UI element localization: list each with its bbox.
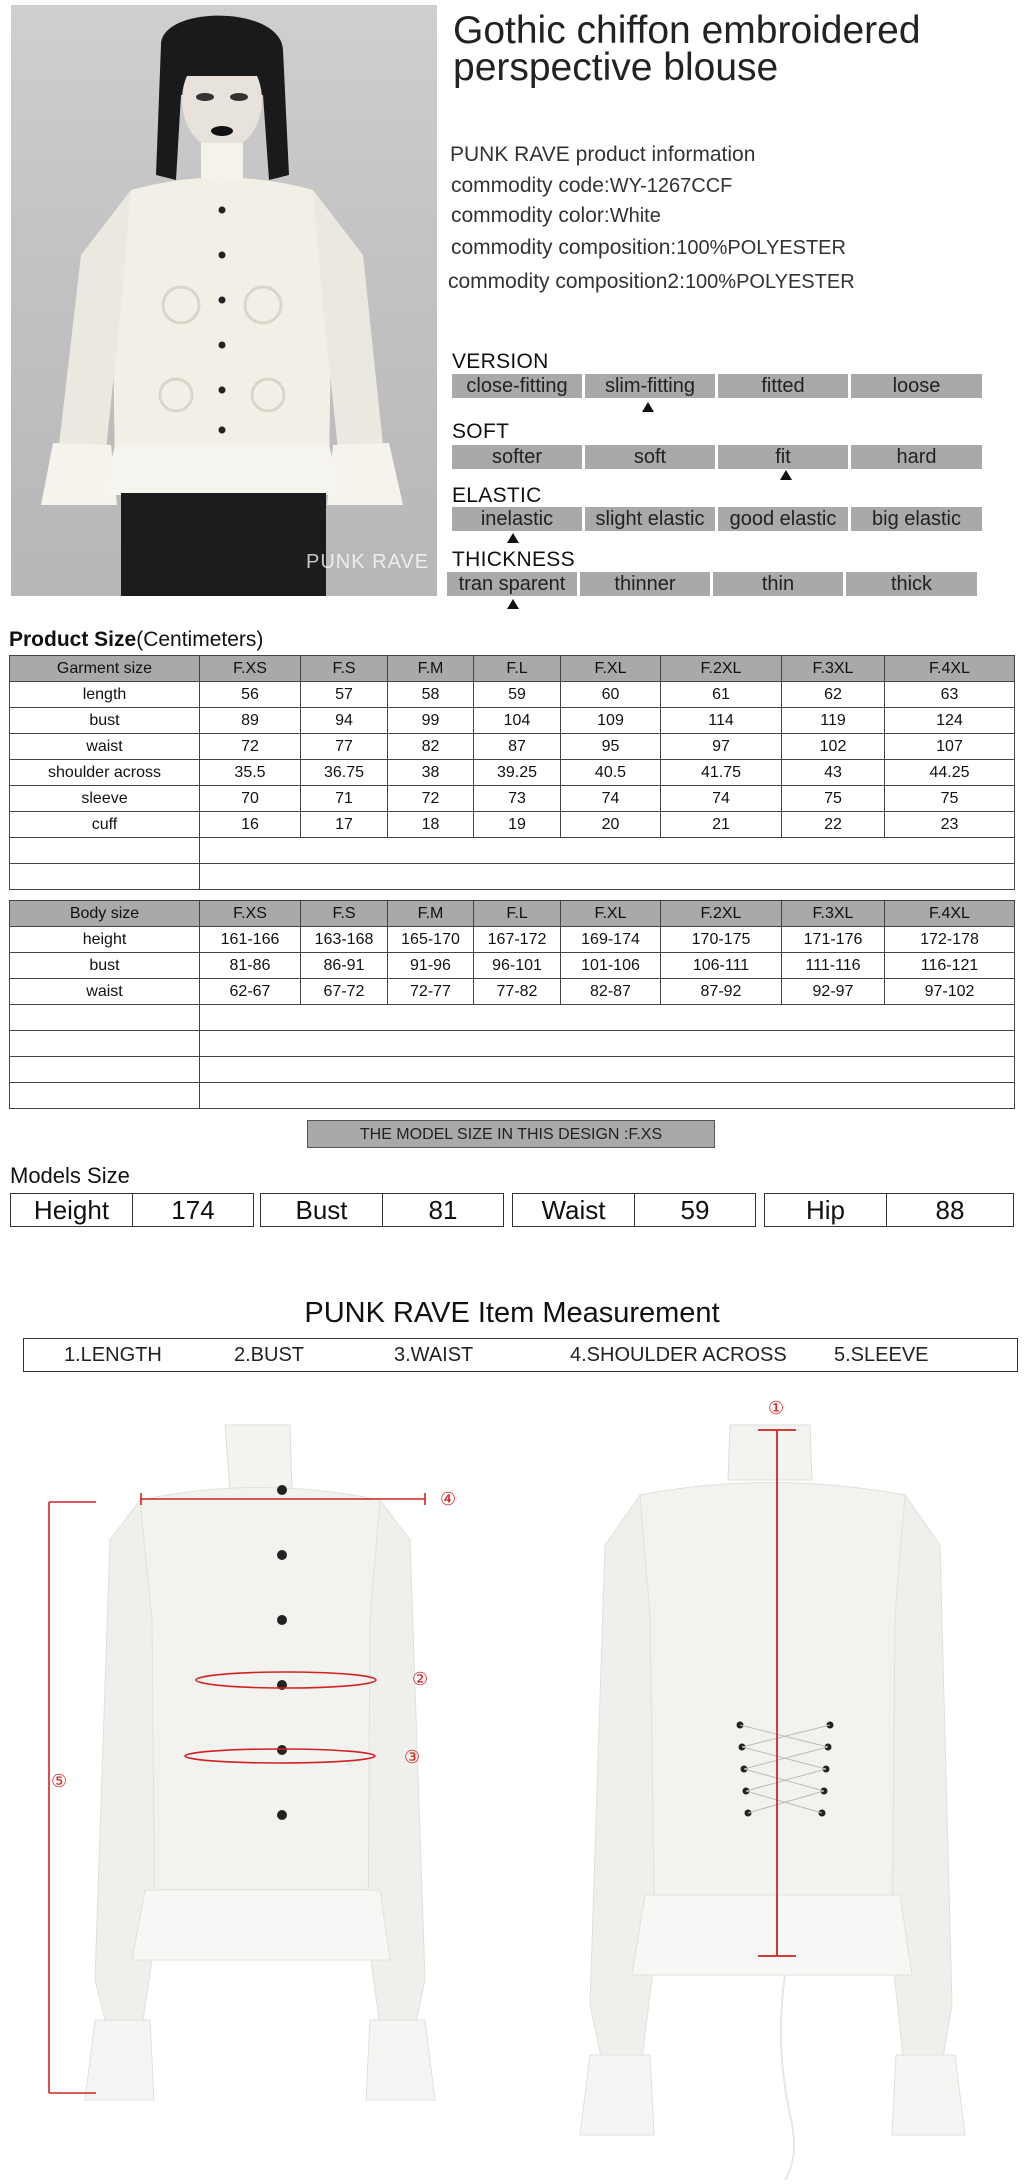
model-size-banner: THE MODEL SIZE IN THIS DESIGN :F.XS <box>307 1120 715 1148</box>
model-height-box <box>10 1193 254 1227</box>
table-cell: 44.25 <box>885 760 1015 786</box>
measurement-item: 3.WAIST <box>394 1344 474 1366</box>
table-cell: 86-91 <box>301 953 388 979</box>
body-size-table <box>9 900 1015 1109</box>
soft-label: SOFT <box>452 420 510 443</box>
version-label: VERSION <box>452 350 549 373</box>
table-cell: 97-102 <box>885 979 1015 1005</box>
table-row-empty <box>10 838 1015 864</box>
table-cell: 36.75 <box>301 760 388 786</box>
info-code <box>451 174 732 198</box>
table-cell: 82-87 <box>561 979 661 1005</box>
table-cell: 72 <box>200 734 301 760</box>
marker-bust: ② <box>412 1669 429 1690</box>
table-cell: 56 <box>200 682 301 708</box>
table-cell: 70 <box>200 786 301 812</box>
version-option: slim-fitting <box>585 374 715 398</box>
info-color <box>451 204 661 228</box>
composition2-value: 100%POLYESTER <box>684 271 855 293</box>
table-row <box>10 708 1015 734</box>
table-cell: 74 <box>561 786 661 812</box>
table-cell: 87-92 <box>661 979 782 1005</box>
measurement-item: 1.LENGTH <box>64 1344 162 1366</box>
measurement-legend <box>23 1338 1018 1372</box>
table-cell: 99 <box>388 708 474 734</box>
table-cell: 74 <box>661 786 782 812</box>
table-cell: 97 <box>661 734 782 760</box>
table-cell: sleeve <box>10 786 200 812</box>
table-row-empty <box>10 1057 1015 1083</box>
table-cell: 38 <box>388 760 474 786</box>
models-size-title: Models Size <box>10 1163 130 1188</box>
table-header-row <box>10 901 1015 927</box>
color-value: White <box>609 205 661 227</box>
table-cell: 114 <box>661 708 782 734</box>
table-cell: 57 <box>301 682 388 708</box>
soft-option: fit <box>718 445 848 469</box>
version-indicator-icon <box>642 402 654 412</box>
model-waist-box <box>512 1193 756 1227</box>
table-header-cell: F.S <box>301 901 388 927</box>
table-cell: 35.5 <box>200 760 301 786</box>
info-composition2 <box>448 270 855 294</box>
soft-indicator-icon <box>780 470 792 480</box>
thickness-scale <box>447 572 979 596</box>
model-waist-label: Waist <box>541 1195 606 1225</box>
table-cell: 91-96 <box>388 953 474 979</box>
model-height-label: Height <box>33 1195 110 1225</box>
table-cell: 75 <box>885 786 1015 812</box>
table-cell: 16 <box>200 812 301 838</box>
table-cell: 102 <box>782 734 885 760</box>
table-cell: 170-175 <box>661 927 782 953</box>
table-cell: 109 <box>561 708 661 734</box>
table-header-cell: F.3XL <box>782 656 885 682</box>
table-cell: 19 <box>474 812 561 838</box>
garment-back-diagram <box>560 1395 1000 2180</box>
model-hip-value: 88 <box>935 1195 965 1225</box>
table-row <box>10 760 1015 786</box>
table-cell: 116-121 <box>885 953 1015 979</box>
table-cell: 104 <box>474 708 561 734</box>
thickness-option: tran sparent <box>447 572 577 596</box>
table-cell: 60 <box>561 682 661 708</box>
table-cell: 22 <box>782 812 885 838</box>
model-bust-box <box>260 1193 504 1227</box>
table-header-cell: F.XL <box>561 656 661 682</box>
version-option: close-fitting <box>452 374 582 398</box>
table-cell: 62 <box>782 682 885 708</box>
table-row-empty <box>10 1031 1015 1057</box>
table-row <box>10 979 1015 1005</box>
table-row <box>10 812 1015 838</box>
soft-scale <box>452 445 984 469</box>
table-cell: bust <box>10 953 200 979</box>
table-cell: 77 <box>301 734 388 760</box>
table-cell: 63 <box>885 682 1015 708</box>
table-cell: 59 <box>474 682 561 708</box>
table-cell: 58 <box>388 682 474 708</box>
table-cell: 23 <box>885 812 1015 838</box>
model-bust-label: Bust <box>295 1195 348 1225</box>
table-row <box>10 927 1015 953</box>
table-row-empty <box>10 864 1015 890</box>
thickness-option: thick <box>846 572 977 596</box>
table-cell: 61 <box>661 682 782 708</box>
table-cell: 81-86 <box>200 953 301 979</box>
table-cell: 40.5 <box>561 760 661 786</box>
table-row-empty <box>10 1083 1015 1109</box>
table-cell: 75 <box>782 786 885 812</box>
table-row <box>10 734 1015 760</box>
table-cell: 165-170 <box>388 927 474 953</box>
table-cell: length <box>10 682 200 708</box>
table-header-cell: F.4XL <box>885 901 1015 927</box>
elastic-indicator-icon <box>507 533 519 543</box>
version-option: loose <box>851 374 982 398</box>
table-cell: 72 <box>388 786 474 812</box>
table-header-cell: F.S <box>301 656 388 682</box>
table-header-cell: F.XL <box>561 901 661 927</box>
table-cell: 101-106 <box>561 953 661 979</box>
table-row <box>10 682 1015 708</box>
table-cell: 43 <box>782 760 885 786</box>
soft-option: hard <box>851 445 982 469</box>
table-cell: 89 <box>200 708 301 734</box>
table-header-cell: F.3XL <box>782 901 885 927</box>
soft-option: soft <box>585 445 715 469</box>
table-cell: 107 <box>885 734 1015 760</box>
code-label: commodity code: <box>451 174 610 197</box>
table-header-cell: F.L <box>474 901 561 927</box>
garment-front-diagram <box>40 1420 480 2160</box>
table-cell: 163-168 <box>301 927 388 953</box>
table-header-cell: F.L <box>474 656 561 682</box>
measurement-item: 5.SLEEVE <box>834 1344 929 1366</box>
table-cell: waist <box>10 979 200 1005</box>
table-cell: 21 <box>661 812 782 838</box>
version-scale <box>452 374 984 398</box>
elastic-option: inelastic <box>452 507 582 531</box>
table-cell: 167-172 <box>474 927 561 953</box>
table-cell: 124 <box>885 708 1015 734</box>
table-cell: 77-82 <box>474 979 561 1005</box>
model-waist-value: 59 <box>680 1195 710 1225</box>
table-cell: 67-72 <box>301 979 388 1005</box>
measurement-item: 2.BUST <box>234 1344 305 1366</box>
table-cell: bust <box>10 708 200 734</box>
table-cell: 95 <box>561 734 661 760</box>
measurement-title: PUNK RAVE Item Measurement <box>304 1297 720 1329</box>
product-size-title <box>9 628 263 652</box>
code-value: WY-1267CCF <box>609 175 733 197</box>
product-title: Gothic chiffon embroidered perspective blouse <box>453 9 921 89</box>
info-composition <box>451 236 846 260</box>
table-header-row <box>10 656 1015 682</box>
table-header-cell: F.XS <box>200 656 301 682</box>
elastic-option: slight elastic <box>585 507 715 531</box>
table-cell: 119 <box>782 708 885 734</box>
model-height-value: 174 <box>171 1195 215 1225</box>
table-cell: 73 <box>474 786 561 812</box>
table-cell: shoulder across <box>10 760 200 786</box>
table-header-cell: F.2XL <box>661 901 782 927</box>
soft-option: softer <box>452 445 582 469</box>
color-label: commodity color: <box>451 204 610 227</box>
table-header-cell: F.4XL <box>885 656 1015 682</box>
product-size-unit: (Centimeters) <box>136 628 264 651</box>
table-cell: 82 <box>388 734 474 760</box>
elastic-label: ELASTIC <box>452 484 542 507</box>
composition2-label: commodity composition2: <box>448 270 685 293</box>
table-cell: 18 <box>388 812 474 838</box>
watermark: PUNK RAVE <box>306 551 430 573</box>
elastic-scale <box>452 507 984 531</box>
marker-shoulder: ④ <box>440 1489 457 1510</box>
info-heading: PUNK RAVE product information <box>450 143 756 166</box>
marker-length: ① <box>768 1398 785 1419</box>
table-cell: 71 <box>301 786 388 812</box>
table-cell: 171-176 <box>782 927 885 953</box>
table-cell: 172-178 <box>885 927 1015 953</box>
product-photo <box>11 5 437 596</box>
table-cell: 94 <box>301 708 388 734</box>
table-cell: 87 <box>474 734 561 760</box>
table-cell: 41.75 <box>661 760 782 786</box>
table-cell: 39.25 <box>474 760 561 786</box>
table-cell: 17 <box>301 812 388 838</box>
composition-value: 100%POLYESTER <box>676 237 846 259</box>
model-bust-value: 81 <box>428 1195 458 1225</box>
measurement-item: 4.SHOULDER ACROSS <box>570 1344 787 1366</box>
table-cell: 92-97 <box>782 979 885 1005</box>
blouse-back-shape <box>580 1425 965 2180</box>
product-size-title-bold: Product Size <box>9 628 137 651</box>
table-header-cell: F.XS <box>200 901 301 927</box>
table-cell: 96-101 <box>474 953 561 979</box>
table-cell: waist <box>10 734 200 760</box>
marker-waist: ③ <box>404 1747 421 1768</box>
thickness-option: thin <box>713 572 843 596</box>
table-cell: 161-166 <box>200 927 301 953</box>
table-row-empty <box>10 1005 1015 1031</box>
product-size-table <box>9 655 1015 890</box>
table-header-cell: Garment size <box>10 656 200 682</box>
version-option: fitted <box>718 374 848 398</box>
table-cell: 20 <box>561 812 661 838</box>
table-cell: 72-77 <box>388 979 474 1005</box>
table-cell: cuff <box>10 812 200 838</box>
table-header-cell: Body size <box>10 901 200 927</box>
model-hip-box <box>764 1193 1014 1227</box>
table-cell: 169-174 <box>561 927 661 953</box>
table-header-cell: F.M <box>388 901 474 927</box>
table-cell: 111-116 <box>782 953 885 979</box>
table-row <box>10 786 1015 812</box>
elastic-option: big elastic <box>851 507 982 531</box>
elastic-option: good elastic <box>718 507 848 531</box>
thickness-indicator-icon <box>507 599 519 609</box>
table-cell: height <box>10 927 200 953</box>
table-header-cell: F.M <box>388 656 474 682</box>
table-cell: 62-67 <box>200 979 301 1005</box>
marker-sleeve: ⑤ <box>51 1771 68 1792</box>
thickness-label: THICKNESS <box>452 548 575 571</box>
composition-label: commodity composition: <box>451 236 677 259</box>
table-row <box>10 953 1015 979</box>
table-cell: 106-111 <box>661 953 782 979</box>
model-hip-label: Hip <box>805 1195 845 1225</box>
table-header-cell: F.2XL <box>661 656 782 682</box>
thickness-option: thinner <box>580 572 710 596</box>
model-illustration <box>11 5 437 596</box>
